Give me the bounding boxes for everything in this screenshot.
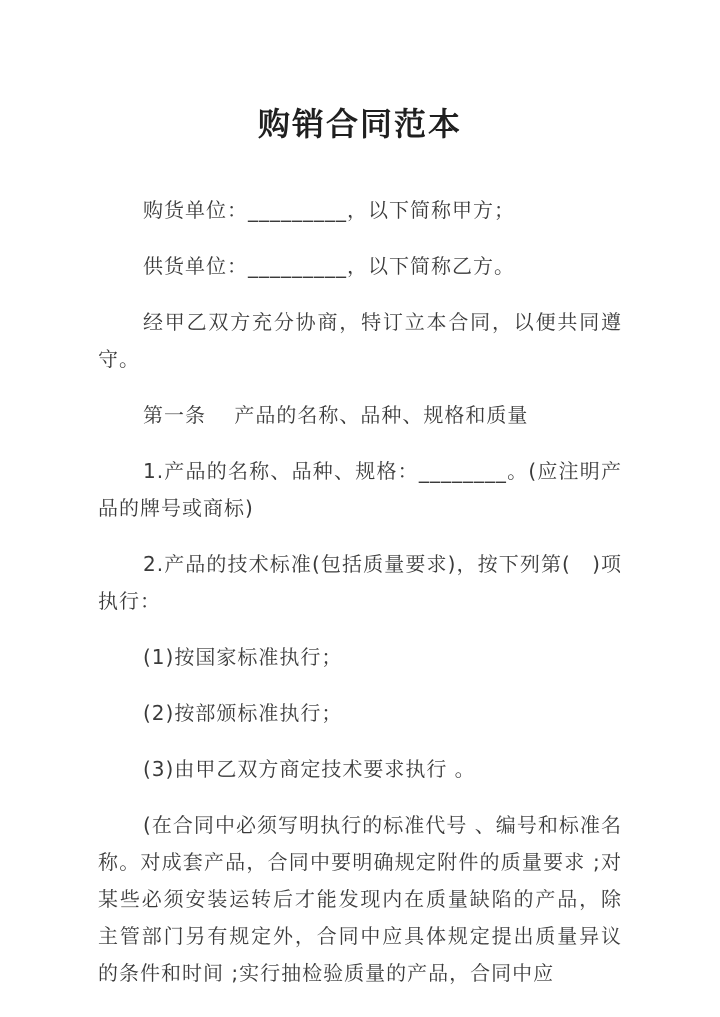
paragraph-option-3: (3)由甲乙双方商定技术要求执行 。 — [143, 757, 476, 781]
paragraph-article-1-heading: 第一条 产品的名称、品种、规格和质量 — [143, 403, 529, 427]
document-body — [98, 192, 622, 992]
paragraph-item-1: 1.产品的名称、品种、规格：________。(应注明产品的牌号或商标) — [98, 459, 622, 520]
paragraph-buyer-unit: 购货单位：_________，以下简称甲方； — [143, 198, 515, 222]
paragraph-note: (在合同中必须写明执行的标准代号 、编号和标准名称。对成套产品，合同中要明确规定附件的质量要求 ;对某些必须安装运转后才能发现内在质量缺陷的产品，除主管部门另有规定外，合同中应具体规定提出质量异议的条件和时间 ;实行抽检验质量的产品，合同中应 — [98, 813, 622, 985]
paragraph-option-1: (1)按国家标准执行； — [143, 645, 343, 669]
paragraph-item-2: 2.产品的技术标准(包括质量要求)，按下列第( )项执行： — [98, 552, 622, 613]
document-title: 购销合同范本 — [257, 105, 462, 143]
paragraph-option-2: (2)按部颁标准执行； — [143, 701, 343, 725]
paragraph-supplier-unit: 供货单位：_________，以下简称乙方。 — [143, 254, 515, 278]
paragraph-preamble: 经甲乙双方充分协商，特订立本合同，以便共同遵守。 — [98, 310, 622, 371]
